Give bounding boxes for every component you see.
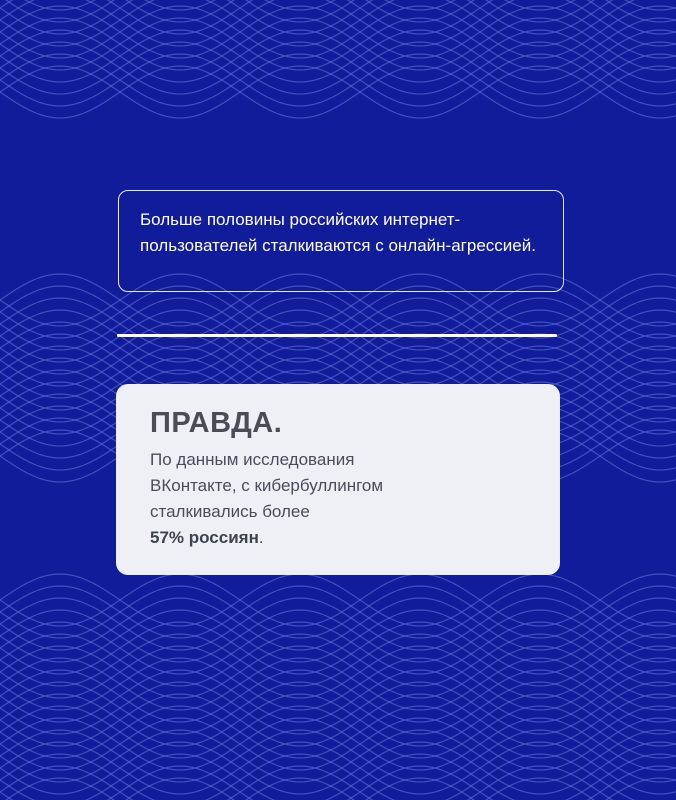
- verdict-line-4: [150, 525, 540, 551]
- statement-text: Больше половины российских интернет-пользователей сталкиваются с онлайн-агрессией.: [140, 210, 536, 255]
- verdict-body: [150, 447, 540, 551]
- verdict-highlight-suffix: .: [258, 528, 264, 547]
- verdict-line-2: ВКонтакте, с кибербуллингом: [150, 476, 384, 495]
- verdict-highlight: 57% россиян: [150, 528, 259, 547]
- wave-line: [0, 766, 676, 800]
- wave-line: [0, 0, 676, 34]
- statement-box: [118, 190, 564, 292]
- verdict-line-1: По данным исследования: [150, 450, 355, 469]
- verdict-line-3: сталкивались более: [150, 502, 310, 521]
- divider-line: [117, 334, 557, 337]
- wave-line: [0, 0, 676, 46]
- wave-line: [0, 0, 676, 46]
- verdict-title: ПРАВДА.: [150, 407, 283, 439]
- verdict-card: [116, 384, 560, 575]
- wave-line: [0, 754, 676, 800]
- wave-line: [0, 766, 676, 800]
- wave-line: [0, 754, 676, 800]
- wave-line: [0, 0, 676, 34]
